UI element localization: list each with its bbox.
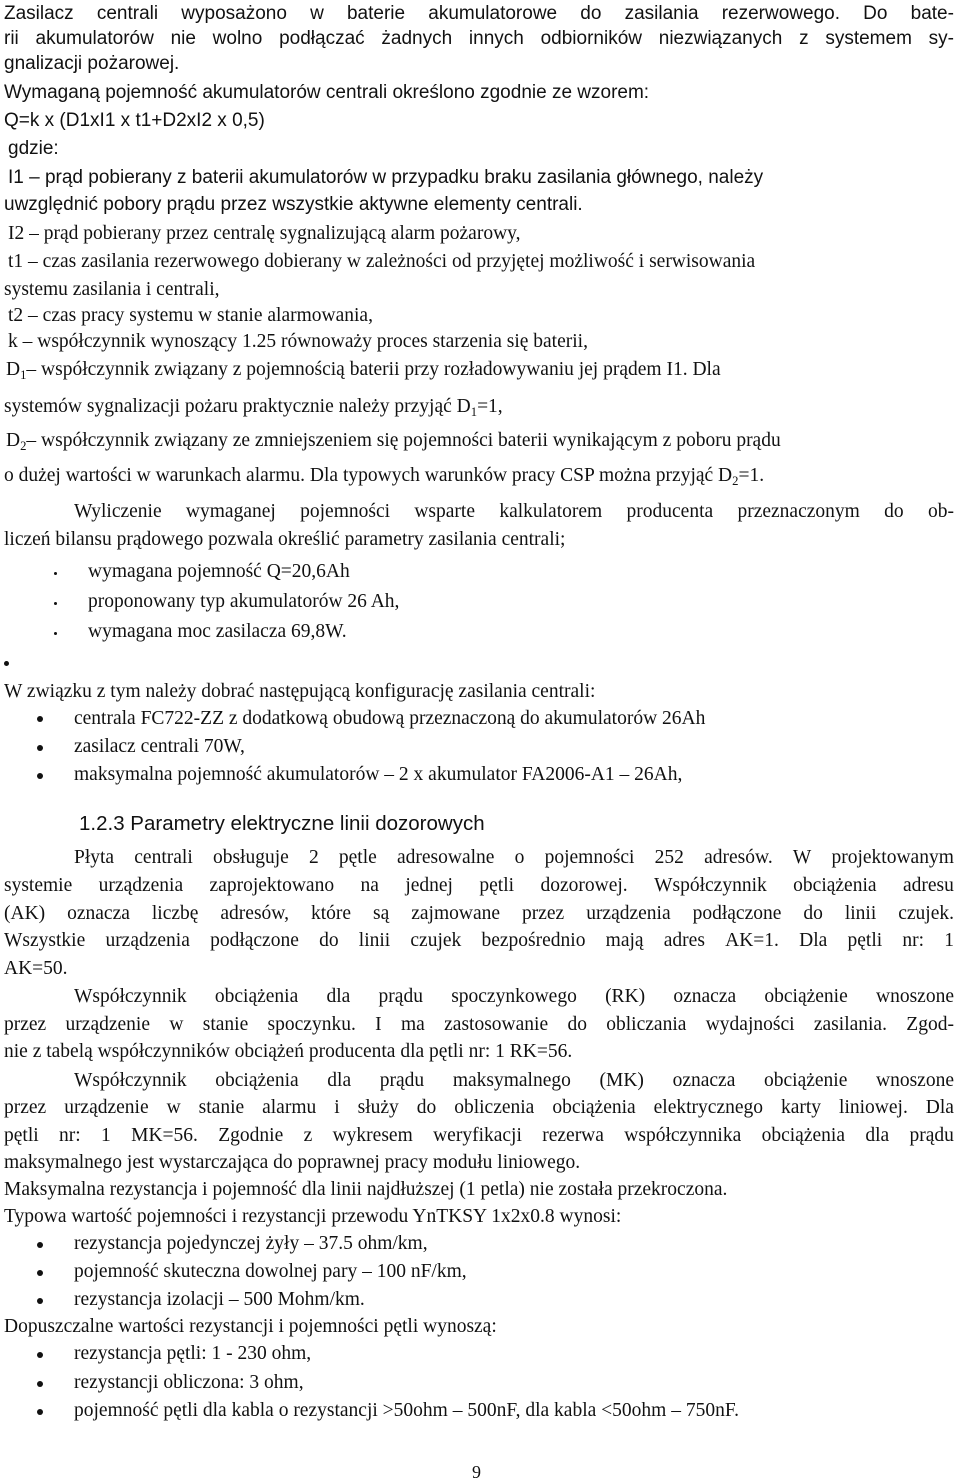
paragraph-line: Dopuszczalne wartości rezystancji i pojemności pętli wynoszą: — [4, 1316, 497, 1337]
definition-d1: $D_1-$ współczynnik związany z pojemnością baterii przy rozładowywaniu jej prądem I1. Dla — [6, 359, 721, 382]
bullet-icon — [37, 745, 43, 751]
list-item: wymagana moc zasilacza 69,8W. — [88, 621, 347, 642]
bullet-icon — [37, 1409, 43, 1415]
bullet-icon — [37, 716, 43, 722]
paragraph-line: AK=50. — [4, 958, 68, 979]
section-heading: 1.2.3 Parametry elektryczne linii dozorowych — [79, 812, 485, 835]
list-item: rezystancja izolacji – 500 Mohm/km. — [74, 1289, 365, 1310]
paragraph-line: liczeń bilansu prądowego pozwala określić parametry zasilania centrali; — [4, 529, 566, 550]
paragraph-line: przez urządzenie w stanie spoczynku. I ma zastosowanie do obliczania wydajności zasilania. Zgod- — [4, 1014, 954, 1035]
definition-i1-cont: uwzględnić pobory prądu przez wszystkie aktywne elementy centrali. — [4, 194, 583, 215]
definition-d2: $D_2-$ współczynnik związany ze zmniejszeniem się pojemności baterii wynikającym z poboru prądu — [6, 430, 781, 453]
list-item: rezystancji obliczona: 3 ohm, — [74, 1372, 304, 1393]
formula-where: gdzie: — [8, 138, 59, 159]
bullet-icon — [37, 1352, 43, 1358]
bullet-icon — [54, 632, 57, 635]
paragraph-line: Współczynnik obciążenia dla prądu maksymalnego (MK) oznacza obciążenie wnoszone — [74, 1070, 954, 1091]
list-item: rezystancja pojedynczej żyły – 37.5 ohm/km, — [74, 1233, 428, 1254]
list-item: wymagana pojemność Q=20,6Ah — [88, 561, 350, 582]
paragraph-line: Płyta centrali obsługuje 2 pętle adresowalne o pojemności 252 adresów. W projektowanym — [74, 847, 954, 868]
paragraph-line: Zasilacz centrali wyposażono w baterie akumulatorowe do zasilania rezerwowego. Do bate- — [4, 3, 954, 24]
list-item: centrala FC722-ZZ z dodatkową obudową przeznaczoną do akumulatorów 26Ah — [74, 708, 706, 729]
definition-k: k – współczynnik wynoszący 1.25 równoważy proces starzenia się baterii, — [8, 331, 588, 352]
bullet-icon — [37, 1270, 43, 1276]
bullet-icon — [37, 1298, 43, 1304]
bullet-icon — [4, 661, 9, 666]
paragraph-line: gnalizacji pożarowej. — [4, 53, 180, 74]
list-item: proponowany typ akumulatorów 26 Ah, — [88, 591, 400, 612]
paragraph-line: rii akumulatorów nie wolno podłączać żadnych innych odbiorników niezwiązanych z systemem sy- — [4, 28, 954, 49]
definition-i2: I2 – prąd pobierany przez centralę sygnalizującą alarm pożarowy, — [8, 223, 521, 244]
paragraph-line: Typowa wartość pojemności i rezystancji przewodu YnTKSY 1x2x0.8 wynosi: — [4, 1206, 622, 1227]
definition-t1: t1 – czas zasilania rezerwowego dobierany w zależności od przyjętej możliwość i serwisowania — [8, 251, 756, 272]
definition-d1-cont: systemów sygnalizacji pożaru praktycznie należy przyjąć $D_1=1$, — [4, 396, 503, 419]
bullet-icon — [37, 1242, 43, 1248]
paragraph-line: nie z tabelą współczynników obciążeń producenta dla pętli nr: 1 RK=56. — [4, 1041, 573, 1062]
list-item: maksymalna pojemność akumulatorów – 2 x akumulator FA2006-A1 – 26Ah, — [74, 764, 683, 785]
definition-t1-cont: systemu zasilania i centrali, — [4, 279, 220, 300]
definition-d2-cont: o dużej wartości w warunkach alarmu. Dla typowych warunków pracy CSP można przyjąć $D_2=1$. — [4, 465, 765, 488]
paragraph-line: W związku z tym należy dobrać następującą konfigurację zasilania centrali: — [4, 681, 596, 702]
list-item: zasilacz centrali 70W, — [74, 736, 245, 757]
page-number: 9 — [472, 1462, 481, 1482]
paragraph-line: Wszystkie urządzenia podłączone do linii czujek bezpośrednio mają adres AK=1. Dla pętli nr: 1 — [4, 930, 954, 951]
paragraph-line: przez urządzenie w stanie alarmu i służy do obliczenia obciążenia elektrycznego karty liniowej. Dla — [4, 1097, 954, 1118]
paragraph-line: maksymalnego jest wystarczająca do poprawnej pracy modułu liniowego. — [4, 1152, 581, 1173]
list-item: pojemność skuteczna dowolnej pary – 100 nF/km, — [74, 1261, 467, 1282]
paragraph-line: pętli nr: 1 MK=56. Zgodnie z wykresem weryfikacji rezerwa współczynnika obciążenia dla prądu — [4, 1125, 954, 1146]
formula-intro: Wymaganą pojemność akumulatorów centrali określono zgodnie ze wzorem: — [4, 82, 650, 103]
paragraph-line: (AK) oznacza liczbę adresów, które są zajmowane przez urządzenia podłączone do linii czujek. — [4, 903, 954, 924]
list-item: pojemność pętli dla kabla o rezystancji >50ohm – 500nF, dla kabla <50ohm – 750nF. — [74, 1400, 739, 1421]
definition-t2: t2 – czas pracy systemu w stanie alarmowania, — [8, 305, 373, 326]
formula-equation: Q=k x (D1xI1 x t1+D2xI2 x 0,5) — [4, 110, 265, 131]
bullet-icon — [54, 602, 57, 605]
bullet-icon — [37, 1381, 43, 1387]
list-item: rezystancja pętli: 1 - 230 ohm, — [74, 1343, 312, 1364]
paragraph-line: Maksymalna rezystancja i pojemność dla linii najdłuższej (1 petla) nie została przekroczona. — [4, 1179, 728, 1200]
definition-i1: I1 – prąd pobierany z baterii akumulatorów w przypadku braku zasilania głównego, należy — [8, 167, 764, 188]
paragraph-line: Wyliczenie wymaganej pojemności wsparte kalkulatorem producenta przeznaczonym do ob- — [74, 501, 954, 522]
bullet-icon — [54, 572, 57, 575]
paragraph-line: systemie urządzenia zaprojektowano na jednej pętli dozorowej. Współczynnik obciążenia adresu — [4, 875, 954, 896]
bullet-icon — [37, 773, 43, 779]
paragraph-line: Współczynnik obciążenia dla prądu spoczynkowego (RK) oznacza obciążenie wnoszone — [74, 986, 954, 1007]
